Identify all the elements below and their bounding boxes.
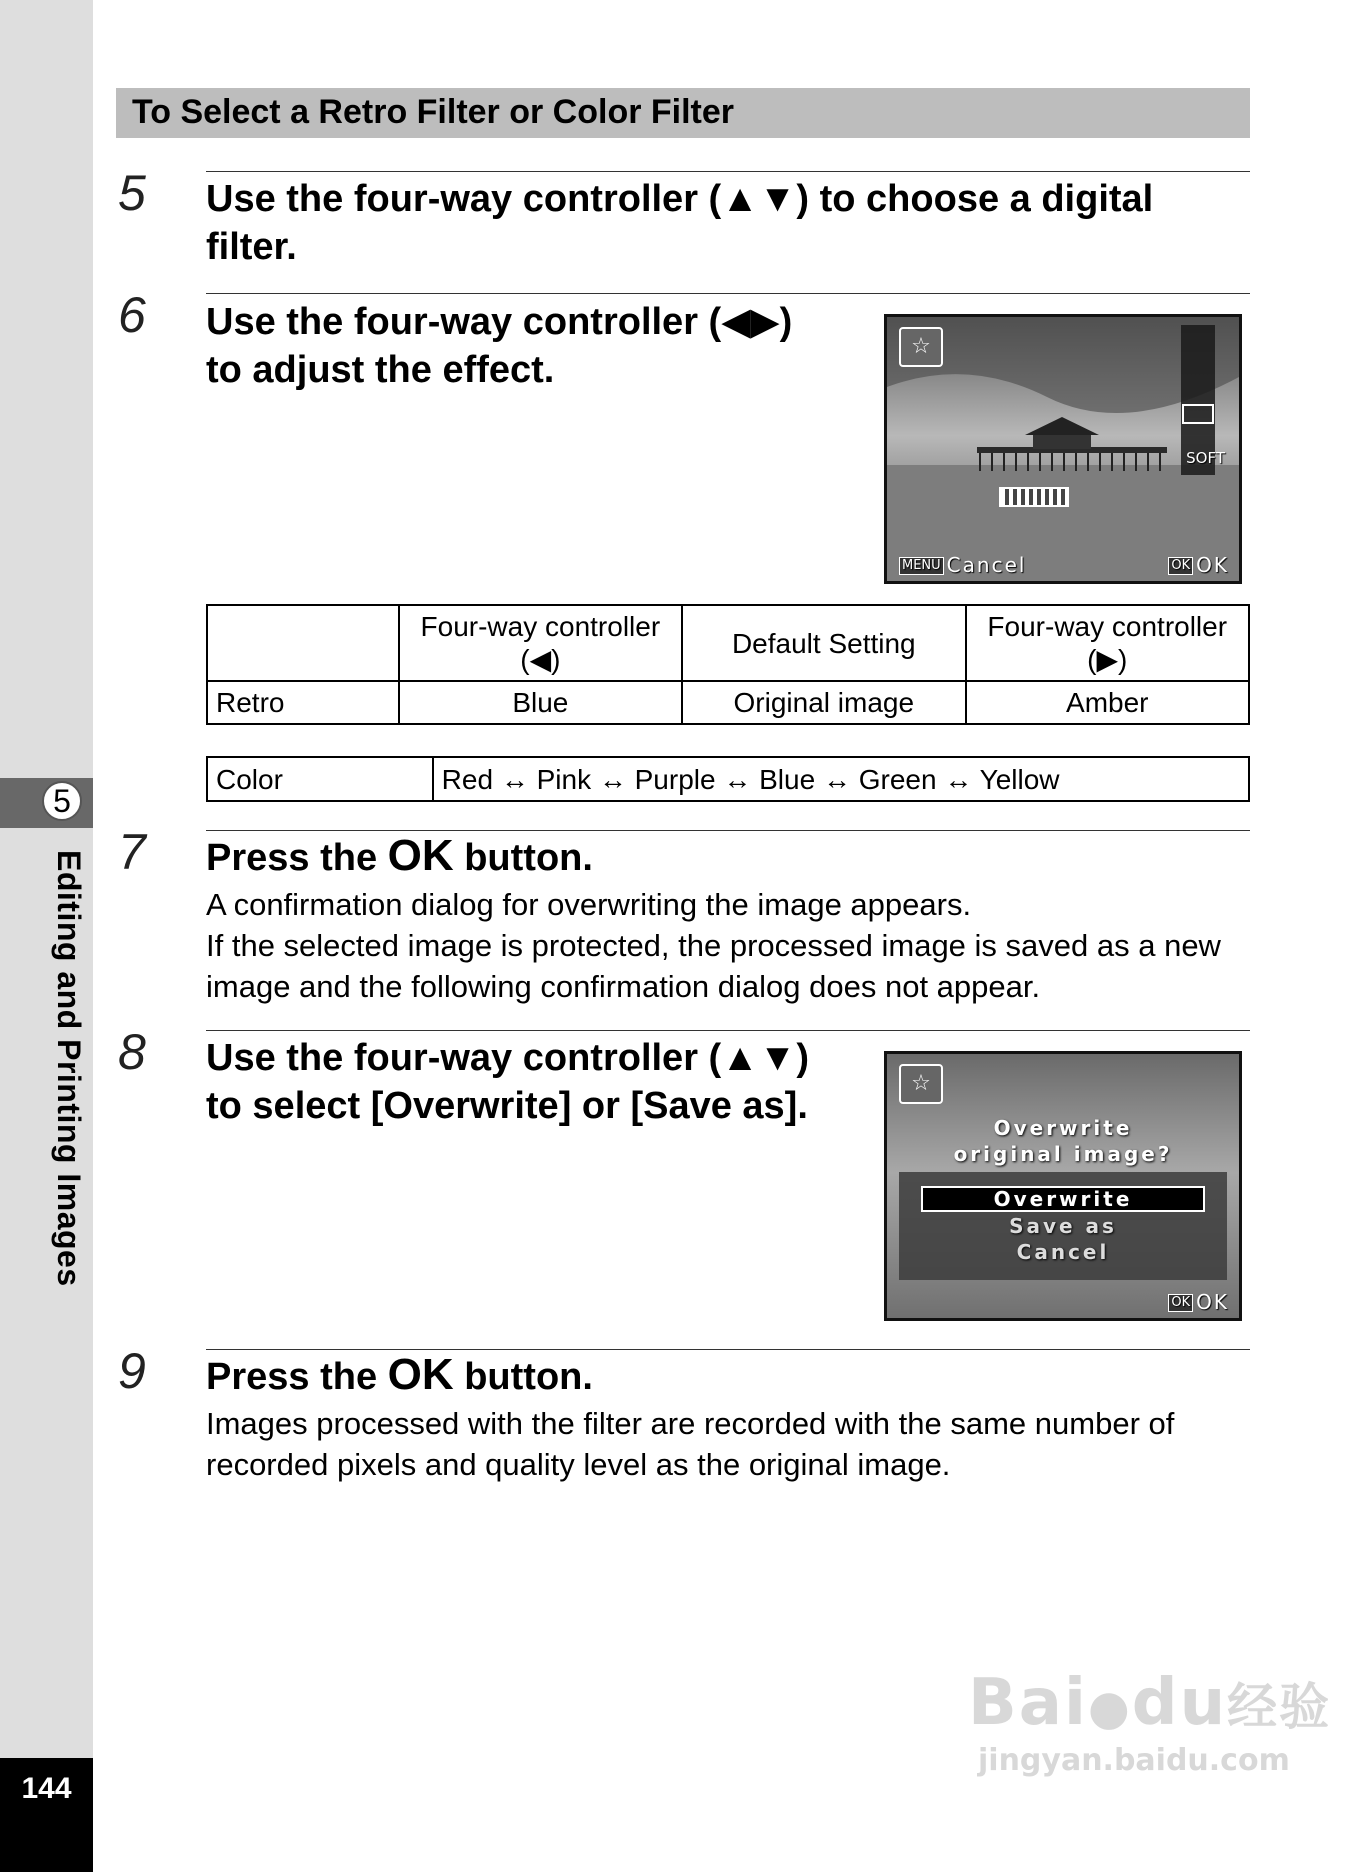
table-cell: Amber — [966, 681, 1250, 724]
dialog-question-line: original image? — [953, 1142, 1173, 1166]
body-line: Images processed with the filter are recorded with the same number of — [206, 1406, 1175, 1441]
table-cell: Retro — [207, 681, 399, 724]
paw-icon: ● — [1087, 1680, 1132, 1736]
menu-key-icon: MENU — [899, 557, 944, 575]
step-divider — [206, 1349, 1250, 1350]
ok-button-icon: OK — [387, 1350, 454, 1399]
heading-text: button. — [464, 1356, 593, 1398]
dialog-question-line: Overwrite — [993, 1116, 1133, 1140]
step-number: 9 — [118, 1343, 146, 1399]
ok-button-icon: OK — [387, 831, 454, 880]
step-heading-line: to select [Overwrite] or [Save as]. — [206, 1085, 808, 1127]
body-line: A confirmation dialog for overwriting the image appears. — [206, 887, 972, 922]
filter-star-icon: ☆ — [899, 1064, 943, 1104]
step-heading-line: Use the four-way controller (◀▶) — [206, 301, 793, 343]
body-line: recorded pixels and quality level as the original image. — [206, 1447, 951, 1482]
table-header-cell — [966, 605, 1250, 681]
filter-star-icon: ☆ — [899, 327, 943, 367]
table-row — [207, 681, 1249, 724]
table-row — [207, 757, 1249, 801]
step-divider — [206, 1030, 1250, 1031]
option-overwrite[interactable]: Overwrite — [993, 1187, 1133, 1211]
step-number: 8 — [118, 1024, 146, 1080]
table-header-cell — [399, 605, 682, 681]
watermark-logo-text: Bai — [968, 1666, 1088, 1740]
header-line: Four-way controller — [420, 611, 661, 642]
table-header-row — [207, 605, 1249, 681]
soft-filter-label: SOFT — [1186, 449, 1225, 467]
table-cell: Red ↔ Pink ↔ Purple ↔ Blue ↔ Green ↔ Yellow — [433, 757, 1249, 801]
step-heading — [206, 832, 593, 882]
watermark-url: jingyan.baidu.com — [978, 1743, 1290, 1778]
heading-text: button. — [464, 837, 593, 879]
camera-screen-filter — [884, 314, 1242, 584]
header-line: (◀) — [520, 644, 561, 675]
header-line: (▶) — [1087, 644, 1128, 675]
step-heading — [206, 1034, 809, 1130]
heading-text: Press the — [206, 837, 378, 879]
retro-filter-table — [206, 604, 1250, 725]
ok-key-icon: OK — [1168, 1294, 1193, 1312]
step-divider — [206, 293, 1250, 294]
watermark-logo-text2: du — [1131, 1666, 1228, 1740]
header-line: Four-way controller — [987, 611, 1228, 642]
section-title: To Select a Retro Filter or Color Filter — [132, 93, 735, 131]
chapter-number: 5 — [42, 781, 82, 821]
table-cell: Color — [207, 757, 433, 801]
ok-label: OK — [1196, 1290, 1229, 1314]
cancel-hint — [899, 553, 1026, 577]
step-heading — [206, 298, 792, 394]
step-body — [206, 884, 1256, 1007]
body-line: If the selected image is protected, the processed image is saved as a new — [206, 928, 1221, 963]
baidu-watermark — [968, 1668, 1331, 1778]
ok-hint — [1168, 553, 1229, 577]
ok-hint — [1168, 1290, 1229, 1314]
table-header-cell — [207, 605, 399, 681]
option-cancel[interactable]: Cancel — [1016, 1240, 1110, 1264]
table-cell: Original image — [682, 681, 965, 724]
step-divider — [206, 171, 1250, 172]
step-number: 6 — [118, 287, 146, 343]
step-heading-line: Use the four-way controller (▲▼) — [206, 1037, 810, 1079]
effect-level-slider — [999, 487, 1069, 507]
cancel-label: Cancel — [946, 553, 1027, 577]
step-body — [206, 1403, 1256, 1485]
heading-text: Press the — [206, 1356, 378, 1398]
chapter-title: Editing and Printing Images — [51, 850, 87, 1287]
step-heading — [206, 1351, 593, 1401]
step-number: 5 — [118, 165, 146, 221]
camera-screen-overwrite — [884, 1051, 1242, 1321]
ok-key-icon: OK — [1168, 557, 1193, 575]
color-filter-table — [206, 756, 1250, 802]
step-divider — [206, 830, 1250, 831]
body-line: image and the following confirmation dialog does not appear. — [206, 969, 1041, 1004]
step-number: 7 — [118, 824, 146, 880]
ok-label: OK — [1196, 553, 1229, 577]
step-heading: Use the four-way controller (▲▼) to choose a digital filter. — [206, 178, 1154, 268]
option-save-as[interactable]: Save as — [1009, 1214, 1117, 1238]
watermark-chinese: 经验 — [1227, 1678, 1332, 1736]
table-header-cell: Default Setting — [682, 605, 965, 681]
step-heading-line: to adjust the effect. — [206, 349, 555, 391]
page-number: 144 — [21, 1772, 72, 1805]
table-cell: Blue — [399, 681, 682, 724]
